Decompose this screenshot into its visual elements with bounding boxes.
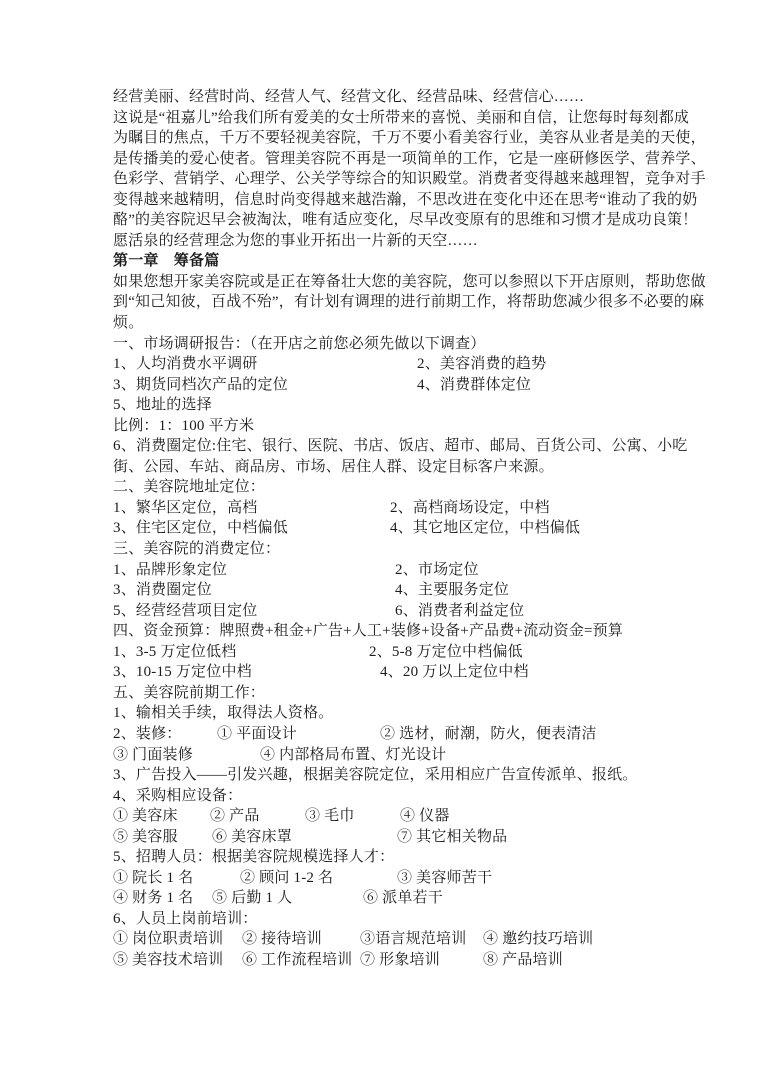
text-segment: 6、消费者利益定位 bbox=[395, 602, 525, 619]
text-segment: 2、市场定位 bbox=[395, 561, 479, 578]
text-segment: 2、美容消费的趋势 bbox=[417, 356, 547, 373]
text-segment: ⑤ 美容技术培训 bbox=[113, 951, 224, 968]
text-segment: 1、人均消费水平调研 bbox=[113, 356, 258, 373]
text-segment: 4、采购相应设备： bbox=[113, 787, 243, 804]
text-segment: 4、主要服务定位 bbox=[395, 582, 510, 599]
text-segment: 2、高档商场设定，中档 bbox=[390, 499, 550, 516]
text-segment: ② 产品 bbox=[210, 808, 260, 825]
text-line bbox=[113, 806, 673, 827]
text-segment: 二、美容院地址定位： bbox=[113, 479, 266, 496]
text-segment: 3、消费圈定位 bbox=[113, 582, 212, 599]
text-segment: 1、繁华区定位，高档 bbox=[113, 499, 258, 516]
text-line bbox=[113, 888, 673, 909]
text-segment: 4、20 万以上定位中档 bbox=[380, 664, 529, 681]
chapter-heading bbox=[113, 251, 673, 272]
text-segment: 经营美丽、经营时尚、经营人气、经营文化、经营品味、经营信心…… bbox=[113, 89, 585, 105]
text-line bbox=[113, 683, 673, 704]
text-line bbox=[113, 929, 673, 950]
text-segment: 3、广告投入——引发兴趣，根据美容院定位，采用相应广告宣传派单、报纸。 bbox=[113, 767, 638, 784]
text-line bbox=[113, 395, 673, 416]
text-segment: ⑥ 派单若干 bbox=[363, 890, 443, 907]
text-line bbox=[113, 909, 673, 930]
text-segment: ③ 美容师苦干 bbox=[397, 869, 493, 886]
text-line bbox=[113, 847, 673, 868]
text-line bbox=[113, 498, 673, 519]
text-segment: ① 院长 1 名 bbox=[113, 869, 194, 886]
text-line bbox=[113, 436, 688, 457]
text-line bbox=[113, 950, 673, 971]
text-segment: ⑤ 后勤 1 人 bbox=[212, 890, 293, 907]
text-line bbox=[113, 745, 673, 766]
text-line bbox=[113, 539, 673, 560]
text-line bbox=[113, 868, 673, 889]
text-segment: 比例：1：100 平方米 bbox=[113, 417, 255, 434]
text-line bbox=[113, 786, 673, 807]
text-segment: 1、输相关手续，取得法人资格。 bbox=[113, 705, 334, 722]
text-line bbox=[113, 108, 690, 129]
text-line bbox=[113, 149, 706, 170]
text-line bbox=[113, 827, 673, 848]
text-segment: ② 选材，耐潮，防火，便表清洁 bbox=[380, 725, 597, 742]
text-line bbox=[113, 354, 673, 375]
text-line bbox=[113, 87, 673, 108]
text-segment: ① 平面设计 bbox=[217, 725, 297, 742]
text-segment: 2、5-8 万定位中档偏低 bbox=[369, 643, 523, 660]
text-line bbox=[113, 272, 706, 293]
text-line bbox=[113, 375, 673, 396]
text-segment: 色彩学、营销学、心理学、公关学等综合的知识殿堂。消费者变得越来越理智，竞争对手 bbox=[113, 171, 706, 188]
text-segment: ④ 仪器 bbox=[400, 808, 450, 825]
text-segment: 6、人员上岗前培训： bbox=[113, 910, 258, 927]
text-segment: 5、招聘人员：根据美容院规模选择人才： bbox=[113, 849, 395, 866]
text-segment: ② 顾问 1-2 名 bbox=[240, 869, 334, 886]
text-segment: ② 接待培训 bbox=[242, 931, 322, 948]
text-segment: 3、期货同档次产品的定位 bbox=[113, 376, 288, 393]
text-line bbox=[113, 580, 673, 601]
text-segment: ④ 邀约技巧培训 bbox=[483, 931, 594, 948]
text-segment: ⑥ 美容床罩 bbox=[212, 828, 292, 845]
text-segment: ③ 毛巾 bbox=[305, 808, 355, 825]
text-segment: 烦。 bbox=[113, 315, 144, 332]
text-line bbox=[113, 334, 673, 355]
text-segment: 一、市场调研报告：（在开店之前您必须先做以下调查） bbox=[113, 335, 486, 352]
text-segment: ⑧ 产品培训 bbox=[483, 951, 563, 968]
text-line bbox=[113, 128, 706, 149]
text-segment: 变得越来越精明，信息时尚变得越来越浩瀚，不思改进在变化中还在思考“谁动了我的奶 bbox=[113, 191, 698, 208]
text-segment: ④ 财务 1 名 bbox=[113, 890, 194, 907]
text-segment: 三、美容院的消费定位： bbox=[113, 541, 281, 558]
text-segment: ④ 内部格局布置、灯光设计 bbox=[260, 746, 447, 763]
text-line bbox=[113, 231, 673, 252]
text-line bbox=[113, 703, 673, 724]
text-segment: 5、经营经营项目定位 bbox=[113, 602, 258, 619]
text-segment: ⑦ 形象培训 bbox=[360, 951, 440, 968]
text-segment: 如果您想开家美容院或是正在筹备壮大您的美容院，您可以参照以下开店原则，帮助您做 bbox=[113, 273, 706, 290]
text-segment: 到“知己知彼，百战不殆”，有计划有调理的进行前期工作，将帮助您减少很多不必要的麻 bbox=[113, 294, 705, 311]
text-line bbox=[113, 190, 698, 211]
text-line bbox=[113, 662, 673, 683]
text-line bbox=[113, 457, 673, 478]
text-segment: 街、公园、车站、商品房、市场、居住人群、设定目标客户来源。 bbox=[113, 458, 554, 475]
text-segment: ① 岗位职责培训 bbox=[113, 931, 224, 948]
text-segment: 4、消费群体定位 bbox=[417, 376, 532, 393]
text-segment: 3、10-15 万定位中档 bbox=[113, 664, 252, 681]
text-line bbox=[113, 292, 705, 313]
text-segment: ③ 门面装修 bbox=[113, 746, 193, 763]
text-line bbox=[113, 560, 673, 581]
text-line bbox=[113, 313, 673, 334]
text-segment: 1、品牌形象定位 bbox=[113, 561, 228, 578]
text-segment: 4、其它地区定位，中档偏低 bbox=[390, 520, 581, 537]
text-segment: 5、地址的选择 bbox=[113, 397, 212, 414]
text-segment: 1、3-5 万定位低档 bbox=[113, 643, 237, 660]
text-segment: ① 美容床 bbox=[113, 808, 178, 825]
text-segment: 2、装修： bbox=[113, 725, 182, 742]
text-segment: ③语言规范培训 bbox=[360, 931, 467, 948]
text-segment: 6、消费圈定位:住宅、银行、医院、书店、饭店、超市、邮局、百货公司、公寓、小吃 bbox=[113, 438, 688, 455]
text-segment: ⑤ 美容服 bbox=[113, 828, 178, 845]
text-segment: 四、资金预算：牌照费+租金+广告+人工+装修+设备+产品费+流动资金=预算 bbox=[113, 623, 624, 640]
text-line bbox=[113, 518, 673, 539]
text-line bbox=[113, 210, 698, 231]
document-body bbox=[113, 87, 706, 971]
text-line bbox=[113, 601, 673, 622]
text-segment: 第一章 筹备篇 bbox=[113, 253, 220, 270]
text-segment: 这说是“祖嘉儿”给我们所有爱美的女士所带来的喜悦、美丽和自信，让您每时每刻都成 bbox=[113, 109, 690, 126]
text-segment: 五、美容院前期工作： bbox=[113, 684, 266, 701]
text-line bbox=[113, 416, 673, 437]
text-segment: ⑥ 工作流程培训 bbox=[242, 951, 353, 968]
text-segment: 3、住宅区定位，中档偏低 bbox=[113, 520, 288, 537]
text-segment: 为瞩目的焦点，千万不要轻视美容院，千万不要小看美容行业，美容从业者是美的天使， bbox=[113, 130, 706, 147]
text-line bbox=[113, 724, 673, 745]
text-segment: 愿活泉的经营理念为您的事业开拓出一片新的天空…… bbox=[113, 232, 478, 249]
text-line bbox=[113, 642, 673, 663]
text-line bbox=[113, 477, 673, 498]
text-segment: 酪”的美容院迟早会被淘汰，唯有适应变化，尽早改变原有的思维和习惯才是成功良策！ bbox=[113, 212, 698, 229]
text-segment: ⑦ 其它相关物品 bbox=[397, 828, 508, 845]
text-segment: 是传播美的爱心使者。管理美容院不再是一项简单的工作，它是一座研修医学、营养学、 bbox=[113, 150, 706, 167]
text-line bbox=[113, 765, 673, 786]
text-line bbox=[113, 169, 706, 190]
text-line bbox=[113, 621, 673, 642]
